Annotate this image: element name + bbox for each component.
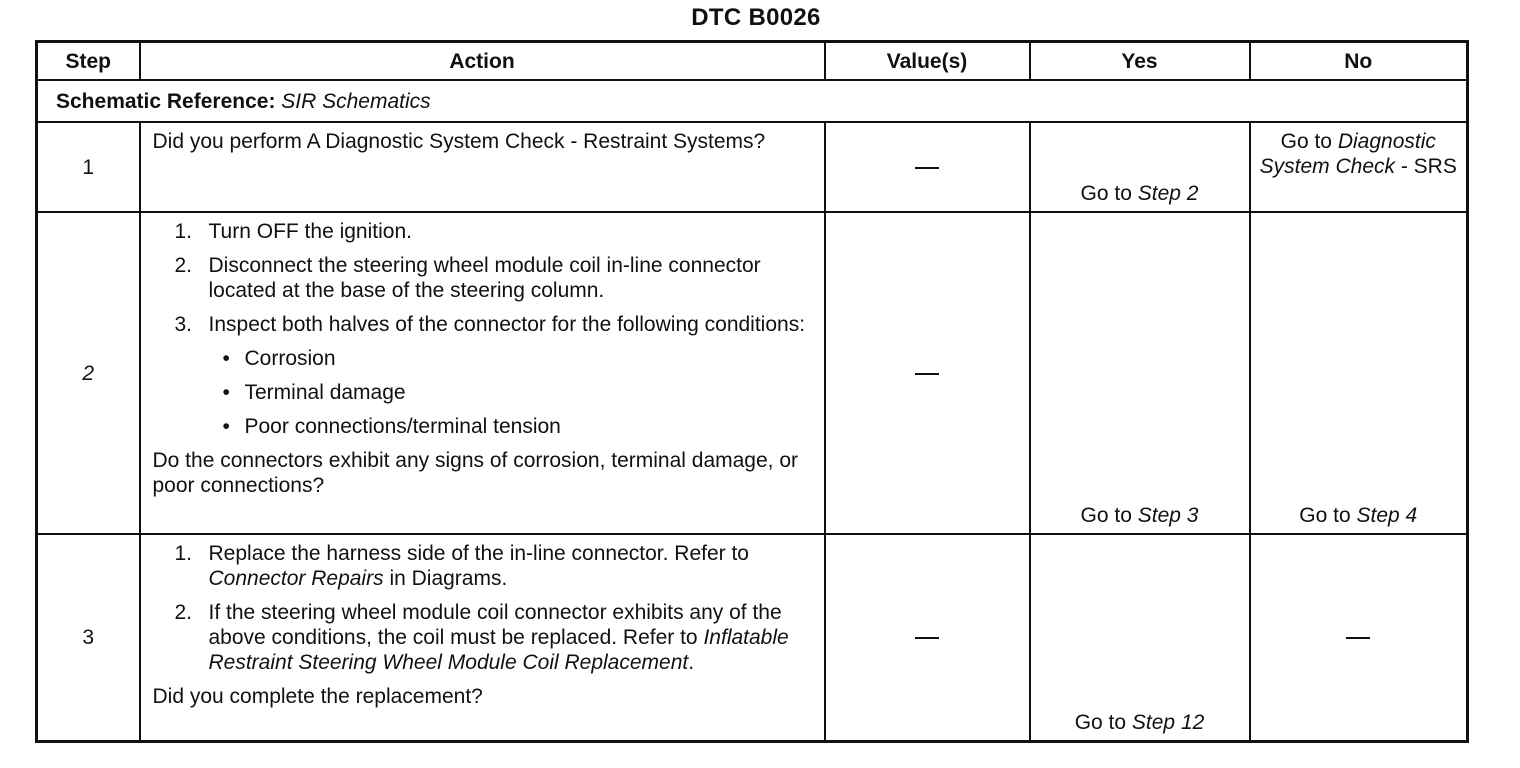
action-question: Do the connectors exhibit any signs of corrosion, terminal damage, or poor connections? [152,449,798,497]
value-cell [825,534,1030,741]
header-yes: Yes [1030,42,1250,81]
list-item: 1. Replace the harness side of the in-line connector. Refer to Connector Repairs in Diagrams. [174,542,749,590]
list-item-suffix: . [688,651,695,674]
list-item-text: Replace the harness side of the in-line connector. Refer to [208,542,749,565]
bullet-item: • Corrosion [222,347,336,370]
table-row [37,534,1468,741]
action-question: Did you perform A Diagnostic System Check - Restraint Systems? [152,130,766,153]
no-prefix: Go to [1299,504,1351,527]
yes-cell [1030,212,1250,534]
value-cell [825,122,1030,212]
table-row [37,122,1468,212]
yes-prefix: Go to [1080,504,1132,527]
page-title: DTC B0026 [691,4,821,31]
list-item-text: If the steering wheel module coil connector exhibits any of the above conditions, the coil must be replaced. Refer to [208,601,782,649]
schematic-link: SIR Schematics [281,89,431,113]
value-dash [915,167,939,169]
yes-target: Step 3 [1137,504,1199,527]
bullet-text: Poor connections/terminal tension [244,415,561,438]
list-item-text: Disconnect the steering wheel module coil in-line connector located at the base of the steering column. [208,254,761,302]
no-prefix: Go to [1280,130,1332,153]
list-item-suffix: in Diagrams. [389,567,508,590]
header-values: Value(s) [825,42,1030,81]
bullet-item: • Poor connections/terminal tension [222,415,561,438]
action-steps [153,541,814,675]
list-item: 3. Inspect both halves of the connector for the following conditions: • Corrosion • Terminal damage • Poor connections/terminal tension [153,312,814,439]
no-cell [1250,122,1468,212]
no-cell [1250,534,1468,741]
diagnostic-table [35,40,1469,743]
step-number: 1 [37,122,140,212]
yes-prefix: Go to [1074,710,1127,734]
list-item-text: Turn OFF the ignition. [208,220,412,243]
schematic-reference [37,80,1468,122]
action-question: Did you complete the replacement? [152,685,483,708]
list-item: 2. If the steering wheel module coil connector exhibits any of the above conditions, the coil must be replaced. Refer to Inflatable Restraint Steering Wheel Module Coil Replacement. [174,601,789,674]
value-dash [915,637,939,639]
no-dash [1346,637,1370,639]
reference-link: Inflatable Restraint Steering Wheel Module Coil Replacement [208,626,789,674]
list-item-text: Inspect both halves of the connector for the following conditions: [208,313,806,336]
bullet-text: Corrosion [244,347,336,370]
header-no: No [1250,42,1468,81]
yes-target: Step 12 [1131,710,1205,734]
value-cell [825,212,1030,534]
header-row [37,42,1468,81]
action-cell [140,534,825,741]
reference-link: Connector Repairs [208,567,384,590]
yes-cell [1030,122,1250,212]
table-row [37,212,1468,534]
list-item: 1. Turn OFF the ignition. [174,220,412,243]
list-item: 2. Disconnect the steering wheel module coil in-line connector located at the base of the steering column. [174,254,761,302]
no-suffix: - SRS [1400,155,1457,178]
action-cell [140,212,825,534]
schematic-row [37,80,1468,122]
yes-cell [1030,534,1250,741]
action-cell [140,122,825,212]
action-steps [153,219,814,439]
bullet-text: Terminal damage [244,381,406,404]
no-target: Step 4 [1356,504,1418,527]
yes-target: Step 2 [1137,182,1199,205]
step-number: 3 [37,534,140,741]
header-step: Step [37,42,140,81]
no-target: Diagnostic System Check [1259,130,1436,178]
no-cell [1250,212,1468,534]
step-number-text: 2 [82,361,95,385]
bullet-item: • Terminal damage [222,381,406,404]
condition-list [209,346,814,439]
value-dash [915,373,939,375]
schematic-label: Schematic Reference: [56,89,276,113]
step-number [37,212,140,534]
header-action: Action [140,42,825,81]
yes-prefix: Go to [1080,182,1132,205]
